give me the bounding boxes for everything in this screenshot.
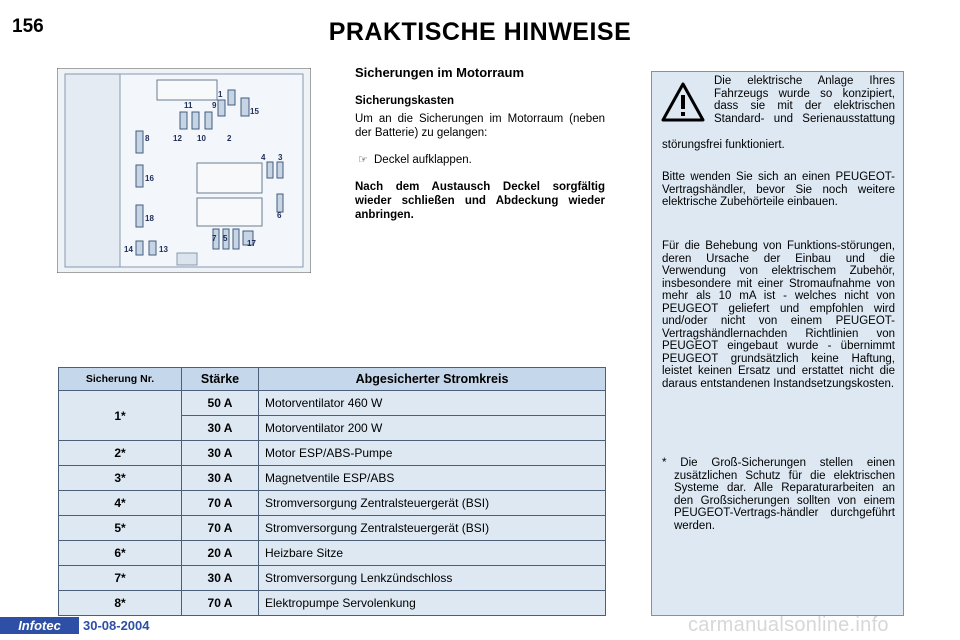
table-row [59,441,606,466]
amperage-cell: 20 A [182,541,259,566]
subsection-title: Sicherungskasten [355,95,455,107]
amperage-cell: 70 A [182,491,259,516]
table-row [59,516,606,541]
svg-text:2: 2 [227,134,232,143]
fuse-number-cell: 7* [59,566,182,591]
fuse-number-cell: 2* [59,441,182,466]
warning-triangle-icon [661,82,705,122]
table-row [59,491,606,516]
circuit-cell: Heizbare Sitze [259,541,606,566]
pointing-hand-icon: ☞ [358,154,368,166]
table-row [59,541,606,566]
circuit-cell: Stromversorgung Lenkzündschloss [259,566,606,591]
circuit-cell: Stromversorgung Zentralsteuergerät (BSI) [259,491,606,516]
intro-paragraph: Um an die Sicherungen im Motorraum (neben der Batterie) zu gelangen: [355,113,605,139]
circuit-cell: Motor ESP/ABS-Pumpe [259,441,606,466]
svg-text:10: 10 [197,134,206,143]
info-paragraph-1a: Die elektrische Anlage Ihres Fahrzeugs wurde so konzipiert, dass sie mit der elektrischen Standard- und Serienausstattung [714,75,895,125]
amperage-cell: 70 A [182,516,259,541]
table-row [59,591,606,616]
fuse-number-cell: 6* [59,541,182,566]
circuit-cell: Magnetventile ESP/ABS [259,466,606,491]
svg-text:9: 9 [212,101,217,110]
svg-text:4: 4 [261,153,266,162]
amperage-cell: 30 A [182,416,259,441]
svg-text:18: 18 [145,214,154,223]
circuit-cell: Motorventilator 460 W [259,391,606,416]
svg-text:5: 5 [223,234,228,243]
svg-text:1: 1 [218,90,223,99]
infotec-logo: Infotec [0,617,79,634]
svg-text:15: 15 [250,107,259,116]
fuse-number-cell: 5* [59,516,182,541]
table-header-row [59,368,606,391]
circuit-cell: Elektropumpe Servolenkung [259,591,606,616]
table-row [59,391,606,416]
column-header-fuse: Sicherung Nr. [59,368,182,391]
after-replacement-note: Nach dem Austausch Deckel sorgfältig wieder schließen und Abdeckung wieder anbringen. [355,181,605,221]
page-number: 156 [12,16,44,37]
svg-text:7: 7 [212,234,217,243]
page-title: PRAKTISCHE HINWEISE [328,18,632,46]
amperage-cell: 30 A [182,441,259,466]
amperage-cell: 50 A [182,391,259,416]
svg-text:3: 3 [278,153,283,162]
info-paragraph-1b: störungsfrei funktioniert. [662,139,785,151]
fuse-number-cell: 3* [59,466,182,491]
fuse-table [58,367,606,616]
table-row [59,566,606,591]
svg-text:11: 11 [184,101,193,110]
svg-text:12: 12 [173,134,182,143]
step-item [358,153,472,166]
section-title: Sicherungen im Motorraum [355,65,525,80]
table-row [59,466,606,491]
svg-text:13: 13 [159,245,168,254]
circuit-cell: Stromversorgung Zentralsteuergerät (BSI) [259,516,606,541]
step-text: Deckel aufklappen. [374,154,472,166]
fuse-box-diagram [57,68,311,273]
watermark: carmanualsonline.info [688,614,889,636]
fuse-number-cell: 1* [59,391,182,441]
svg-text:14: 14 [124,245,133,254]
column-header-amperage: Stärke [182,368,259,391]
svg-text:6: 6 [277,211,282,220]
amperage-cell: 30 A [182,566,259,591]
circuit-cell: Motorventilator 200 W [259,416,606,441]
amperage-cell: 70 A [182,591,259,616]
fuse-number-cell: 8* [59,591,182,616]
info-paragraph-4: * Die Groß-Sicherungen stellen einen zusätzlichen Schutz für die elektrischen Systeme dar. Alle Reparaturarbeiten an den Großsicherungen sollten von einem PEUGEOT-Vertrags-händler durchgeführt werden. [662,457,895,532]
amperage-cell: 30 A [182,466,259,491]
info-paragraph-3: Für die Behebung von Funktions-störungen, deren Ursache der Einbau und die Verwendung von elektrischem Zubehör, insbesondere mit einer Stromaufnahme von mehr als 10 mA ist - welches nicht von PEUGEOT geliefert und empfohlen wird und/oder nicht von einem PEUGEOT-Vertragshändlernachden Richtlinien von PEUGEOT eingebaut wurde - übernimmt PEUGEOT grundsätzlich keine Haftung, leistet keinen Ersatz und erstattet nicht die daraus entstandenen Instandsetzungskosten. [662,240,895,390]
footer-date: 30-08-2004 [83,618,150,633]
fuse-number-cell: 4* [59,491,182,516]
svg-text:8: 8 [145,134,150,143]
svg-text:16: 16 [145,174,154,183]
column-header-circuit: Abgesicherter Stromkreis [259,368,606,391]
info-paragraph-2: Bitte wenden Sie sich an einen PEUGEOT-Vertragshändler, bevor Sie noch weitere elektrische Zubehörteile einbauen. [662,171,895,208]
svg-text:17: 17 [247,239,256,248]
